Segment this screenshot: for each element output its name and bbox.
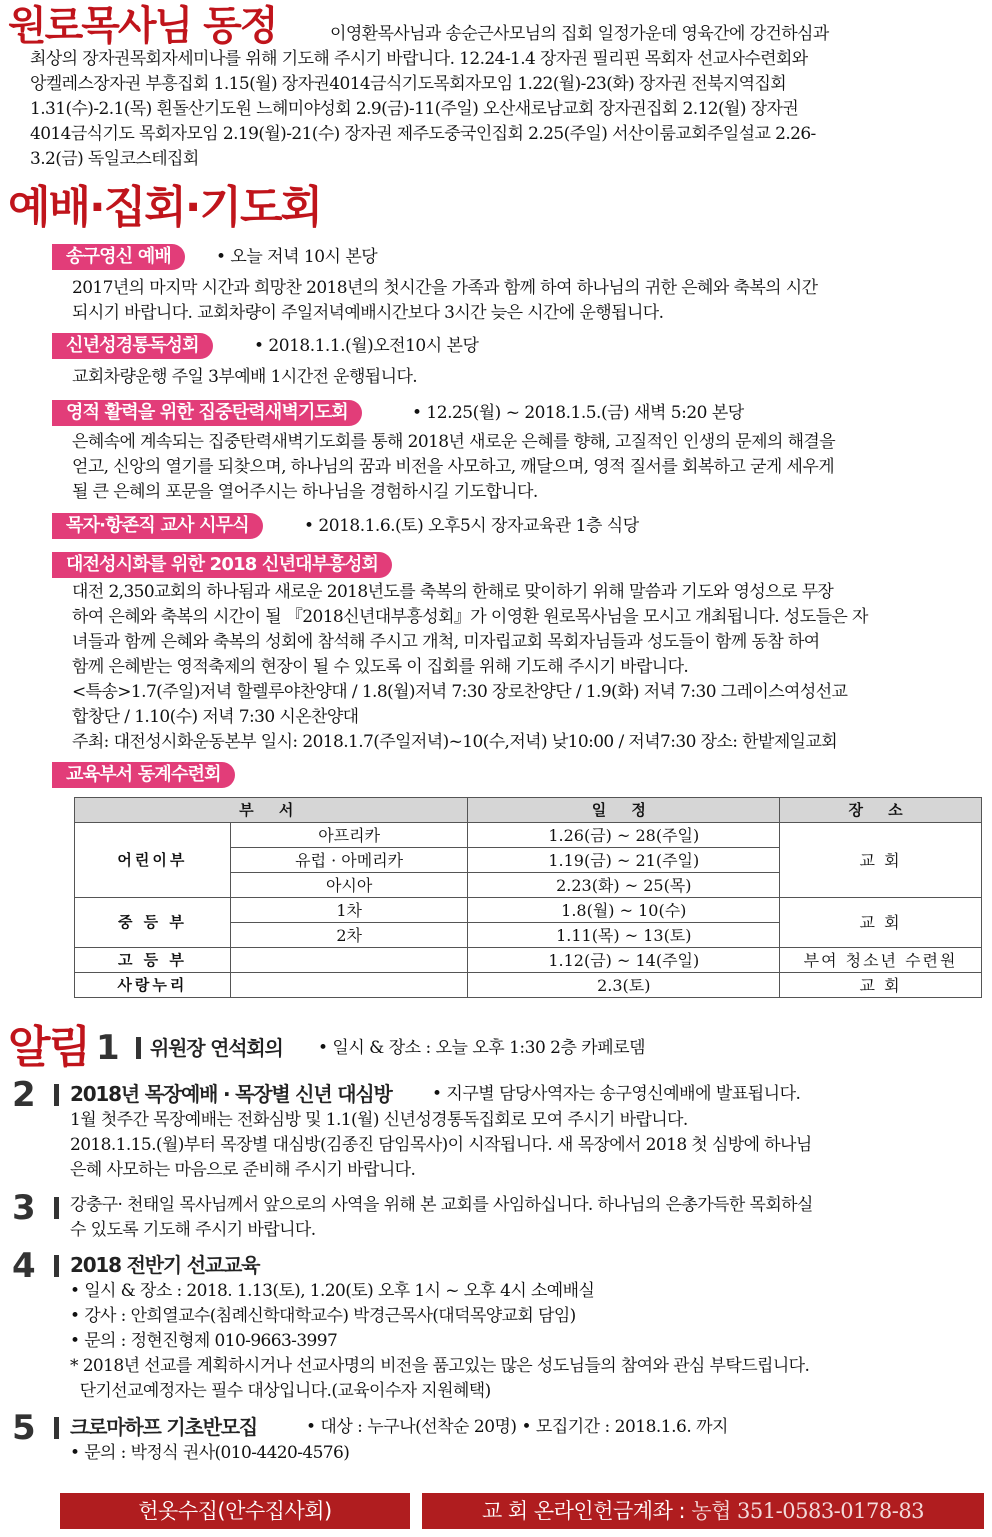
notice-divider	[54, 1197, 59, 1219]
sub-cell: 1차	[230, 898, 468, 923]
notice-title: 2018 전반기 선교교육	[70, 1253, 260, 1277]
text-line: 단기선교예정자는 필수 대상입니다.(교육이수자 지원혜택)	[70, 1381, 491, 1401]
text-line: <특송>1.7(주일)저녁 할렐루야찬양대 / 1.8(월)저녁 7:30 장로찬양단 / 1.9(화) 저녁 7:30 그레이스여성선교	[72, 682, 848, 702]
footer-account-label: 교 회 온라인헌금계좌 :	[481, 1499, 686, 1523]
text-line: 최상의 장자권목회자세미나를 위해 기도해 주시기 바랍니다. 12.24-1.4 장자권 필리핀 목회자 선교사수련회와	[30, 49, 808, 69]
place-cell: 교 회	[780, 823, 982, 898]
sub-cell: 2차	[230, 923, 468, 948]
table-row	[75, 823, 982, 848]
notice-divider	[54, 1417, 59, 1439]
dept-cell: 어린이부	[75, 823, 231, 898]
event-description	[72, 365, 982, 390]
text-line: 은혜 사모하는 마음으로 준비해 주시기 바랍니다.	[70, 1160, 416, 1180]
event-meta: • 2018.1.1.(월)오전10시 본당	[254, 336, 479, 356]
event-description	[72, 276, 982, 326]
text-line: 수 있도록 기도해 주시기 바랍니다.	[70, 1220, 316, 1240]
event-meta: • 12.25(월) ~ 2018.1.5.(금) 새벽 5:20 본당	[412, 403, 744, 423]
sub-cell: 아시아	[230, 873, 468, 898]
date-cell: 1.12(금) ~ 14(주일)	[468, 948, 780, 973]
notice-text	[70, 1279, 982, 1404]
dept-cell: 고 등 부	[75, 948, 231, 973]
text-line: 합창단 / 1.10(수) 저녁 7:30 시온찬양대	[72, 707, 359, 727]
label-pill-winter-retreat: 교육부서 동계수련회	[52, 762, 235, 788]
text-line: * 2018년 선교를 계획하시거나 선교사명의 비전을 품고있는 많은 성도님들의 참여와 관심 부탁드립니다.	[70, 1356, 810, 1376]
notice-number: 1	[96, 1028, 120, 1068]
text-line: 은혜속에 계속되는 집중탄력새벽기도회를 통해 2018년 새로운 은혜를 향해, 고질적인 인생의 문제의 해결을	[72, 432, 836, 452]
text-line: 대전 2,350교회의 하나됨과 새로운 2018년도를 축복의 한해로 맞이하기 위해 말씀과 기도와 영성으로 무장	[72, 582, 834, 602]
dept-cell: 사랑누리	[75, 973, 231, 998]
notice-divider	[136, 1037, 141, 1059]
place-cell: 부여 청소년 수련원	[780, 948, 982, 973]
event-meta: • 2018.1.6.(토) 오후5시 장자교육관 1층 식당	[304, 516, 639, 536]
text-line: 2018.1.15.(월)부터 목장별 대심방(김종진 담임목사)이 시작됩니다. 새 목장에서 2018 첫 심방에 하나님	[70, 1135, 812, 1155]
table-row	[75, 898, 982, 923]
notice-divider	[54, 1084, 59, 1106]
footer-clothing-collection: 헌옷수집(안수집사회)	[60, 1493, 410, 1529]
text-line: 주최: 대전성시화운동본부 일시: 2018.1.7(주일저녁)~10(수,저녁) 낮10:00 / 저녁7:30 장소: 한밭제일교회	[72, 732, 838, 752]
date-cell: 1.19(금) ~ 21(주일)	[468, 848, 780, 873]
text-line: • 강사 : 안희열교수(침례신학대학교수) 박경근목사(대덕목양교회 담임)	[70, 1306, 576, 1326]
notice-text	[70, 1441, 982, 1466]
notice-meta: • 일시 & 장소 : 오늘 오후 1:30 2층 카페로뎀	[318, 1038, 645, 1058]
notice-number: 5	[12, 1408, 36, 1448]
text-line: 이영환목사님과 송순근사모님의 집회 일정가운데 영육간에 강건하심과	[330, 24, 829, 44]
label-pill-dawn-prayer: 영적 활력을 위한 집중탄력새벽기도회	[52, 400, 362, 426]
text-line: 교회차량운행 주일 3부예배 1시간전 운행됩니다.	[72, 367, 418, 387]
date-cell: 1.8(월) ~ 10(수)	[468, 898, 780, 923]
text-line: • 문의 : 박정식 권사(010-4420-4576)	[70, 1443, 350, 1463]
text-line: 1월 첫주간 목장예배는 전화심방 및 1.1(월) 신년성경통독집회로 모여 주시기 바랍니다.	[70, 1110, 688, 1130]
section-title-pastor-news: 원로목사님 동정	[8, 3, 277, 49]
header-schedule: 일 정	[468, 798, 780, 823]
text-line: • 일시 & 장소 : 2018. 1.13(토), 1.20(토) 오후 1시 ~ 오후 4시 소예배실	[70, 1281, 595, 1301]
notice-number: 3	[12, 1188, 36, 1228]
sub-cell: 유럽 · 아메리카	[230, 848, 468, 873]
section-title-worship: 예배·집회·기도회	[8, 182, 321, 233]
text-line: 2017년의 마지막 시간과 희망찬 2018년의 첫시간을 가족과 함께 하여 하나님의 귀한 은혜와 축복의 시간	[72, 278, 818, 298]
label-pill-bible-reading: 신년성경통독성회	[52, 333, 213, 359]
label-pill-new-year-eve-service: 송구영신 예배	[52, 244, 185, 270]
date-cell: 1.11(목) ~ 13(토)	[468, 923, 780, 948]
sub-cell	[230, 948, 468, 973]
notice-title: 2018년 목장예배 · 목장별 신년 대심방	[70, 1082, 392, 1106]
text-line: 4014금식기도 목회자모임 2.19(월)-21(수) 장자권 제주도중국인집회 2.25(주일) 서산이룸교회주일설교 2.26-	[30, 124, 816, 144]
dept-cell: 중 등 부	[75, 898, 231, 948]
footer-account-number: 농협 351-0583-0178-83	[691, 1499, 925, 1523]
text-line: 녀들과 함께 은혜와 축복의 성회에 참석해 주시고 개척, 미자립교회 목회자님들과 성도들이 함께 동참 하여	[72, 632, 820, 652]
text-line: • 문의 : 정현진형제 010-9663-3997	[70, 1331, 338, 1351]
text-line: 앙켈레스장자권 부흥집회 1.15(월) 장자권4014금식기도목회자모임 1.22(월)-23(화) 장자권 전북지역집회	[30, 74, 787, 94]
retreat-schedule-table	[74, 797, 982, 998]
footer-online-offering	[422, 1493, 984, 1529]
text-line: 1.31(수)-2.1(목) 흰돌산기도원 느헤미야성회 2.9(금)-11(주일) 오산새로남교회 장자권집회 2.12(월) 장자권	[30, 99, 799, 119]
notice-title: 위원장 연석회의	[150, 1036, 283, 1060]
sub-cell	[230, 973, 468, 998]
notice-meta: • 대상 : 누구나(선착순 20명) • 모집기간 : 2018.1.6. 까지	[306, 1417, 728, 1437]
notice-text	[70, 1108, 982, 1183]
text-line: 될 큰 은혜의 포문을 열어주시는 하나님을 경험하시길 기도합니다.	[72, 482, 538, 502]
label-pill-teacher-ceremony: 목자·항존직 교사 시무식	[52, 513, 263, 539]
text-line: 강충구· 천태일 목사님께서 앞으로의 사역을 위해 본 교회를 사임하십니다. 하나님의 은총가득한 목회하실	[70, 1195, 813, 1215]
notice-text	[70, 1193, 982, 1243]
notice-number: 2	[12, 1075, 36, 1115]
place-cell: 교 회	[780, 973, 982, 998]
text-line: 얻고, 신앙의 열기를 되찾으며, 하나님의 꿈과 비전을 사모하고, 깨달으며, 영적 질서를 회복하고 굳게 세우게	[72, 457, 835, 477]
place-cell: 교 회	[780, 898, 982, 948]
table-header-row	[75, 798, 982, 823]
text-line: 하여 은혜와 축복의 시간이 될 『2018신년대부흥성회』가 이영환 원로목사님을 모시고 개최됩니다. 성도들은 자	[72, 607, 868, 627]
notice-title: 크로마하프 기초반모집	[70, 1415, 257, 1439]
pastor-news-text	[30, 22, 980, 172]
section-title-notices: 알림	[8, 1022, 90, 1073]
text-line: 함께 은혜받는 영적축제의 현장이 될 수 있도록 이 집회를 위해 기도해 주시기 바랍니다.	[72, 657, 689, 677]
date-cell: 2.23(화) ~ 25(목)	[468, 873, 780, 898]
date-cell: 2.3(토)	[468, 973, 780, 998]
notice-meta: • 지구별 담당사역자는 송구영신예배에 발표됩니다.	[432, 1084, 801, 1104]
table-row	[75, 973, 982, 998]
notice-number: 4	[12, 1246, 36, 1286]
label-pill-revival-meeting: 대전성시화를 위한 2018 신년대부흥성회	[52, 552, 392, 578]
text-line: 3.2(금) 독일코스테집회	[30, 149, 199, 169]
event-description	[72, 580, 982, 755]
notice-divider	[54, 1255, 59, 1277]
header-place: 장 소	[780, 798, 982, 823]
sub-cell: 아프리카	[230, 823, 468, 848]
header-dept: 부 서	[75, 798, 468, 823]
date-cell: 1.26(금) ~ 28(주일)	[468, 823, 780, 848]
table-row	[75, 948, 982, 973]
event-meta: • 오늘 저녁 10시 본당	[216, 247, 378, 267]
event-description	[72, 430, 982, 505]
text-line: 되시기 바랍니다. 교회차량이 주일저녁예배시간보다 3시간 늦은 시간에 운행됩니다.	[72, 303, 664, 323]
